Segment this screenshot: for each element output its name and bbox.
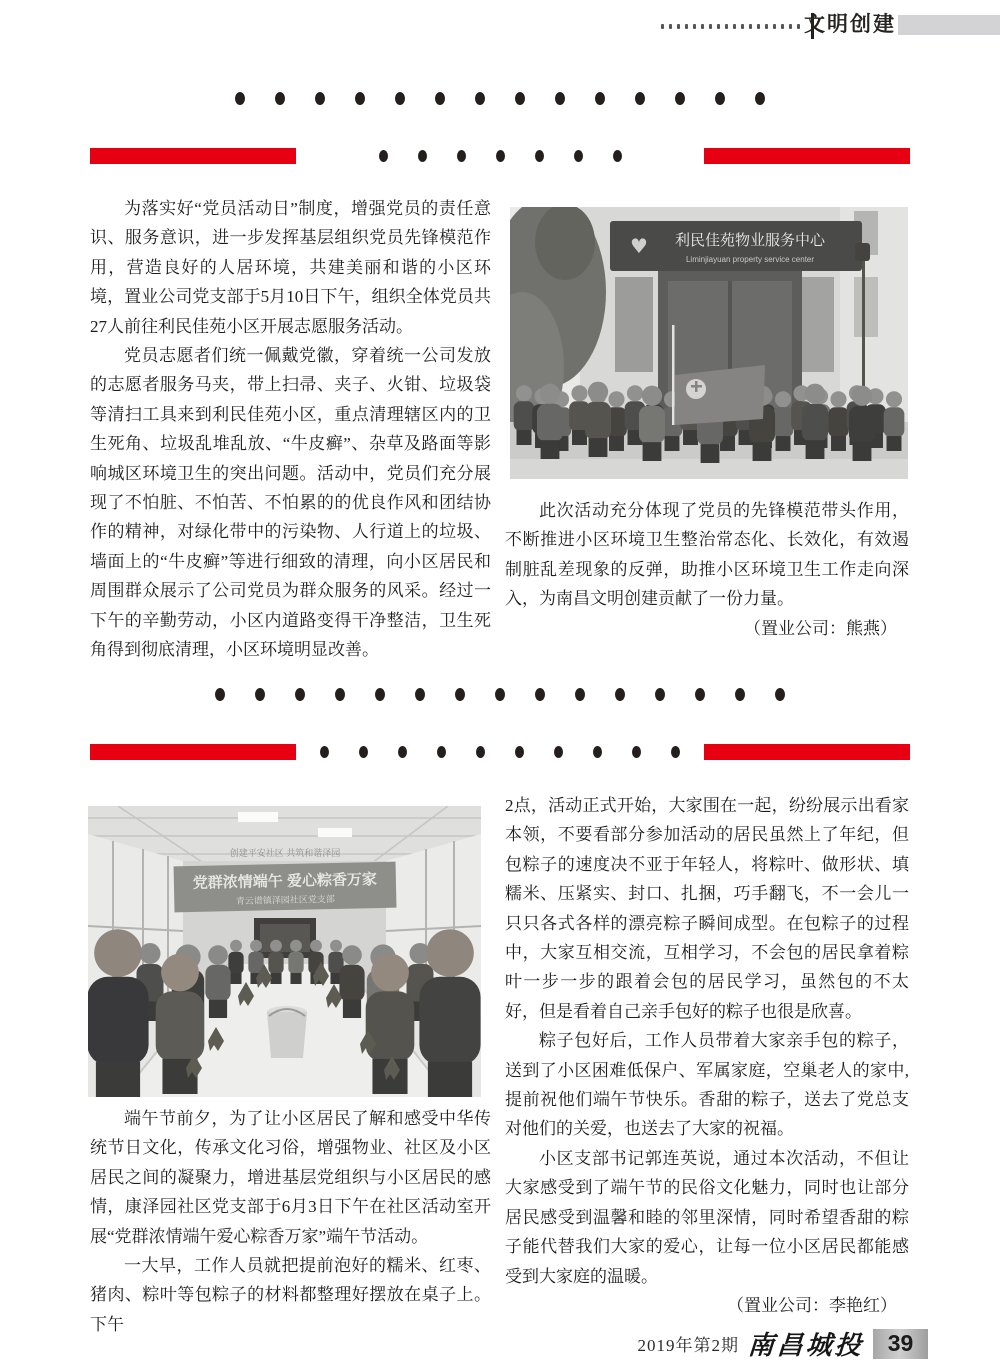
divider-dot bbox=[735, 688, 745, 701]
footer-issue: 2019年第2期 bbox=[637, 1336, 739, 1355]
divider-dot bbox=[755, 92, 765, 105]
divider-dot bbox=[215, 688, 225, 701]
divider-dot bbox=[475, 92, 485, 105]
header-tick bbox=[677, 24, 680, 29]
header-tick-marks bbox=[661, 24, 800, 29]
person-figure bbox=[339, 945, 364, 1018]
header-tick bbox=[757, 24, 760, 29]
red-bar-left bbox=[90, 148, 296, 164]
person-figure bbox=[419, 929, 480, 1097]
divider-dot bbox=[615, 688, 625, 701]
divider-dot bbox=[595, 92, 605, 105]
divider-dot bbox=[535, 150, 544, 162]
ceiling-light bbox=[318, 828, 352, 837]
divider-dot bbox=[375, 688, 385, 701]
divider-dot bbox=[335, 688, 345, 701]
header-tick bbox=[789, 24, 792, 29]
divider2-bar-row bbox=[90, 744, 910, 760]
window bbox=[802, 277, 834, 372]
article2-photo bbox=[88, 806, 481, 1097]
window bbox=[615, 277, 653, 372]
header-tick bbox=[741, 24, 744, 29]
divider-dot bbox=[675, 92, 685, 105]
header-tick bbox=[749, 24, 752, 29]
header-tick bbox=[773, 24, 776, 29]
person-figure bbox=[802, 384, 828, 459]
red-bar-right bbox=[704, 148, 910, 164]
header-tick bbox=[701, 24, 704, 29]
divider-dot bbox=[632, 746, 641, 758]
divider-dot bbox=[415, 688, 425, 701]
bucket bbox=[267, 1012, 307, 1058]
divider-dot bbox=[395, 92, 405, 105]
article1-byline: （置业公司：熊燕） bbox=[744, 618, 897, 638]
divider-dot bbox=[775, 688, 785, 701]
divider-dot bbox=[398, 746, 407, 758]
divider-dot bbox=[457, 150, 466, 162]
photo2-wall-slogan: 创建平安社区 共筑和谐泽园 bbox=[229, 848, 341, 858]
divider-dot bbox=[275, 92, 285, 105]
person-figure bbox=[228, 940, 243, 984]
ceiling-light bbox=[238, 812, 278, 822]
header-tick bbox=[709, 24, 712, 29]
photo1-svg bbox=[510, 207, 908, 479]
decorative-divider-2 bbox=[90, 688, 910, 760]
divider-dot bbox=[535, 688, 545, 701]
person-figure bbox=[884, 391, 905, 451]
article1-paragraph-2: 党员志愿者们统一佩戴党徽，穿着统一公司发放的志愿者服务马夹，带上扫帚、夹子、火钳、垃圾袋等清扫工具来到利民佳苑小区，重点清理辖区内的卫生死角、垃圾乱堆乱放、“牛皮癣”、杂草及路面等影响城区环境卫生的突出问题。活动中，党员们充分展现了不怕脏、不怕苦、不怕累的的优良作风和团结协作的精神，对绿化带中的污染物、人行道上的垃圾、墙面上的“牛皮癣”等进行细致的清理，向小区居民和周围群众展示了公司党员为群众服务的风采。经过一下午的辛勤劳动，小区内道路变得干净整洁，卫生死角得到彻底清理，小区环境明显改善。 bbox=[90, 346, 491, 660]
header-tick bbox=[717, 24, 720, 29]
divider-dot bbox=[574, 150, 583, 162]
divider-dot bbox=[455, 688, 465, 701]
activity-banner bbox=[174, 862, 397, 913]
header-tick bbox=[765, 24, 768, 29]
photo1-sign-chinese: 利民佳苑物业服务中心 bbox=[674, 232, 826, 249]
divider-dot bbox=[655, 688, 665, 701]
person-figure bbox=[849, 386, 875, 461]
person-figure bbox=[639, 386, 665, 461]
red-bar-right bbox=[704, 744, 910, 760]
header-tick bbox=[733, 24, 736, 29]
article1-left-column bbox=[90, 194, 491, 665]
divider-dot bbox=[575, 688, 585, 701]
lamp-head bbox=[855, 243, 870, 261]
person-figure bbox=[773, 391, 794, 451]
sign-logo-heart-icon: ♥ bbox=[630, 234, 648, 258]
window bbox=[854, 277, 878, 337]
photo2-banner-title: 党群浓情端午 爱心粽香万家 bbox=[192, 871, 378, 892]
divider-dot bbox=[515, 746, 524, 758]
header-tick bbox=[725, 24, 728, 29]
divider2-top-dots bbox=[90, 688, 910, 701]
person-figure bbox=[88, 929, 149, 1097]
header-tick bbox=[693, 24, 696, 29]
article2-paragraph-1: 端午节前夕，为了让小区居民了解和感受中华传统节日文化，传承文化习俗，增强物业、社区及小区居民之间的凝聚力，增进基层党组织与小区居民的感情，康泽园社区党支部于6月3日下午在社区活动室开展“党群浓情端午爱心粽香万家”端午节活动。 bbox=[90, 1109, 491, 1246]
divider1-top-dots bbox=[90, 92, 910, 105]
divider-dot bbox=[613, 150, 622, 162]
person-figure bbox=[585, 382, 611, 457]
decorative-divider-1 bbox=[90, 92, 910, 164]
divider-dot bbox=[515, 92, 525, 105]
page-number-badge: 39 bbox=[873, 1329, 928, 1359]
article1-paragraph-1: 为落实好“党员活动日”制度，增强党员的责任意识、服务意识，进一步发挥基层组织党员先锋模范作用，营造良好的人居环境，共建美丽和谐的小区环境，置业公司党支部于5月10日下午，组织全体党员共27人前往利民佳苑小区开展志愿服务活动。 bbox=[90, 199, 491, 336]
divider-dot bbox=[476, 746, 485, 758]
divider-dot bbox=[437, 746, 446, 758]
divider-dot bbox=[235, 92, 245, 105]
divider2-bottom-dots bbox=[296, 746, 704, 758]
divider-dot bbox=[320, 746, 329, 758]
flag-emblem-detail bbox=[695, 381, 698, 392]
divider-dot bbox=[379, 150, 388, 162]
divider-dot bbox=[315, 92, 325, 105]
divider-dot bbox=[418, 150, 427, 162]
divider-dot bbox=[671, 746, 680, 758]
divider-dot bbox=[495, 688, 505, 701]
article2-right-column bbox=[505, 791, 909, 1320]
section-title: 文明创建 bbox=[804, 13, 896, 36]
person-figure bbox=[828, 391, 849, 451]
article2-byline: （置业公司：李艳红） bbox=[727, 1295, 897, 1315]
article2-paragraph-5: 小区支部书记郭连英说，通过本次活动，不但让大家感受到了端午节的民俗文化魅力，同时也让部分居民感受到温馨和睦的邻里深情，同时希望香甜的粽子能代替我们大家的爱心，让每一位小区居民都能感受到大家庭的温暖。 bbox=[505, 1148, 909, 1286]
divider-dot bbox=[355, 92, 365, 105]
person-figure bbox=[537, 384, 563, 459]
divider1-bottom-dots bbox=[296, 150, 704, 162]
person-figure bbox=[288, 940, 303, 984]
photo2-svg bbox=[88, 806, 481, 1097]
divider-dot bbox=[715, 92, 725, 105]
tv-screen-inner bbox=[260, 924, 310, 952]
divider-dot bbox=[695, 688, 705, 701]
header-tick bbox=[797, 24, 800, 29]
article1-photo bbox=[510, 207, 908, 479]
divider-dot bbox=[435, 92, 445, 105]
article2-paragraph-4: 粽子包好后，工作人员带着大家亲手包的粽子，送到了小区困难低保户、军属家庭，空巢老人的家中,提前祝他们端午节快乐。香甜的粽子，送去了党总支对他们的关爱，也送去了大家的祝福。 bbox=[505, 1031, 909, 1139]
article2-paragraph-3: 2点，活动正式开始，大家围在一起，纷纷展示出看家本领，不要看部分参加活动的居民虽然上了年纪，但包粽子的速度决不亚于年轻人，将粽叶、做形状、填糯米、压紧实、封口、扎捆，巧手翻飞，不一会儿一只只各式各样的漂亮粽子瞬间成型。在包粽子的过程中，大家互相交流，互相学习，不会包的居民拿着粽叶一步一步的跟着会包的居民学习，虽然包的不太好，但是看着自己亲手包好的粽子也很是欣喜。 bbox=[505, 796, 909, 1021]
divider-dot bbox=[359, 746, 368, 758]
header-tick bbox=[669, 24, 672, 29]
header-tick bbox=[661, 24, 664, 29]
red-bar-left bbox=[90, 744, 296, 760]
tree bbox=[535, 207, 595, 280]
article1-right-column bbox=[505, 496, 909, 643]
footer-magazine-title: 南昌城投 bbox=[746, 1331, 865, 1361]
divider1-bar-row bbox=[90, 148, 910, 164]
photo2-banner-subtitle: 青云谱镇泽园社区党支部 bbox=[235, 893, 335, 907]
header-gray-box bbox=[898, 15, 1000, 35]
page-footer bbox=[637, 1325, 928, 1362]
divider-dot bbox=[555, 92, 565, 105]
person-figure bbox=[205, 945, 230, 1018]
person-figure bbox=[514, 385, 535, 445]
article2-left-column bbox=[90, 1104, 491, 1339]
divider-dot bbox=[635, 92, 645, 105]
article2-paragraph-2: 一大早，工作人员就把提前泡好的糯米、红枣、猪肉、粽叶等包粽子的材料都整理好摆放在桌子上。下午 bbox=[90, 1256, 491, 1334]
divider-dot bbox=[554, 746, 563, 758]
article1-right-paragraph: 此次活动充分体现了党员的先锋模范带头作用，不断推进小区环境卫生整治常态化、长效化，有效遏制脏乱差现象的反弹，助推小区环境卫生工作走向深入，为南昌文明创建贡献了一份力量。 bbox=[505, 501, 909, 609]
divider-dot bbox=[295, 688, 305, 701]
photo1-sign-english: Liminjiayuan property service center bbox=[685, 255, 815, 264]
divider-dot bbox=[496, 150, 505, 162]
divider-dot bbox=[593, 746, 602, 758]
header-tick bbox=[685, 24, 688, 29]
header-tick bbox=[781, 24, 784, 29]
flag-pole bbox=[672, 325, 675, 425]
divider-dot bbox=[255, 688, 265, 701]
